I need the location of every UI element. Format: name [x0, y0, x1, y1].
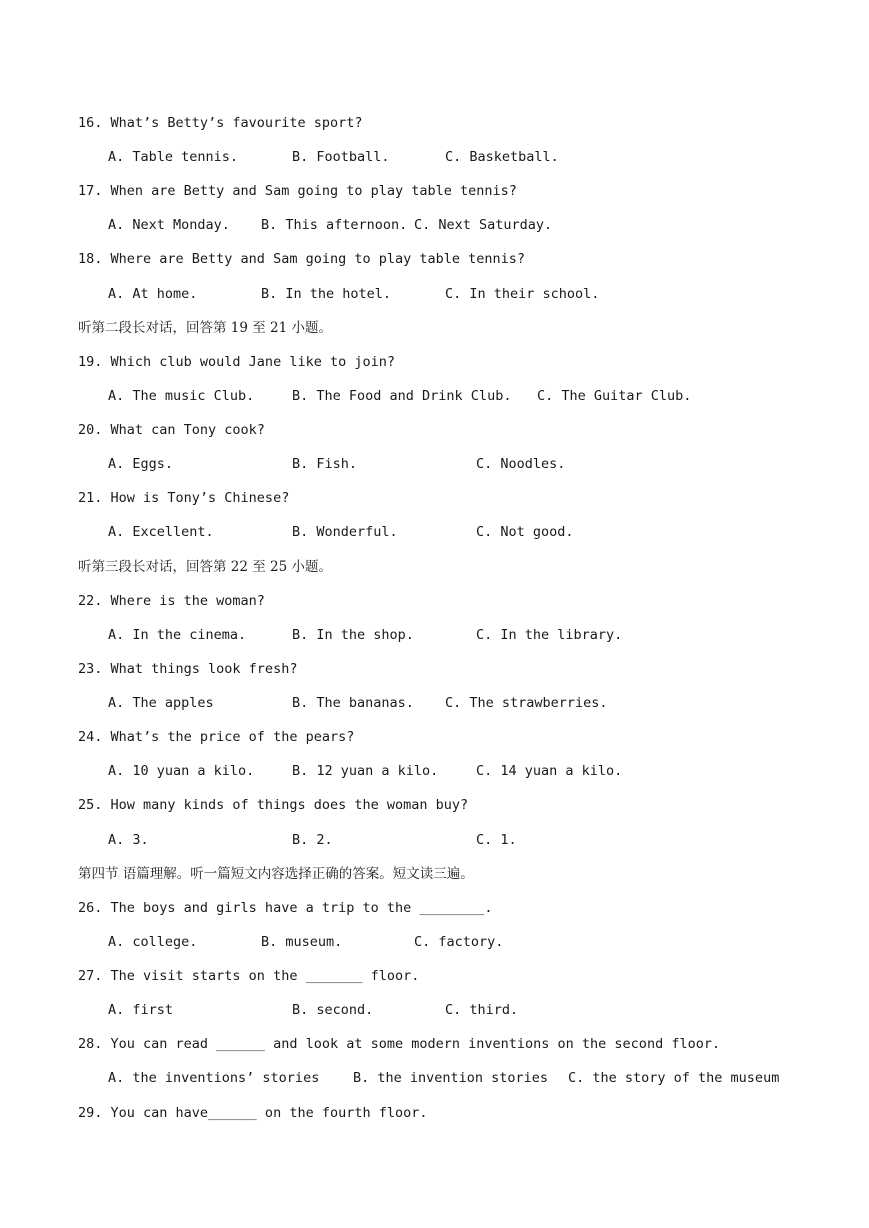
option-c: C. Not good. — [476, 524, 574, 540]
question-23: 23. What things look fresh? — [78, 661, 298, 677]
options-18 — [108, 285, 808, 303]
question-22: 22. Where is the woman? — [78, 593, 265, 609]
option-a: A. 10 yuan a kilo. — [108, 763, 255, 779]
options-25 — [108, 831, 808, 849]
option-a: A. college. — [108, 934, 198, 950]
options-27 — [108, 1001, 808, 1019]
section-heading-4: 第四节 语篇理解。听一篇短文内容选择正确的答案。短文读三遍。 — [78, 866, 474, 882]
question-21: 21. How is Tony’s Chinese? — [78, 490, 290, 506]
option-c: C. Noodles. — [476, 456, 566, 472]
option-b: B. In the shop. — [292, 627, 414, 643]
option-c: C. The strawberries. — [445, 695, 608, 711]
question-19: 19. Which club would Jane like to join? — [78, 354, 395, 370]
options-21 — [108, 523, 808, 541]
option-b: B. This afternoon. — [261, 217, 408, 233]
option-b: B. 2. — [292, 832, 333, 848]
question-17: 17. When are Betty and Sam going to play table tennis? — [78, 183, 517, 199]
section-heading-3: 听第三段长对话，回答第 22 至 25 小题。 — [78, 559, 333, 575]
option-c: C. In their school. — [445, 286, 600, 302]
options-17 — [108, 216, 808, 234]
option-a: A. 3. — [108, 832, 149, 848]
question-28: 28. You can read ______ and look at some modern inventions on the second floor. — [78, 1036, 721, 1052]
option-b: B. Wonderful. — [292, 524, 398, 540]
question-16: 16. What’s Betty’s favourite sport? — [78, 115, 363, 131]
options-23 — [108, 694, 808, 712]
question-25: 25. How many kinds of things does the woman buy? — [78, 797, 469, 813]
option-a: A. At home. — [108, 286, 198, 302]
options-22 — [108, 626, 808, 644]
options-26 — [108, 933, 808, 951]
option-c: C. the story of the museum — [568, 1070, 780, 1086]
option-a: A. The apples — [108, 695, 214, 711]
question-18: 18. Where are Betty and Sam going to play table tennis? — [78, 251, 526, 267]
option-b: B. Fish. — [292, 456, 358, 472]
option-a: A. Table tennis. — [108, 149, 239, 165]
option-c: C. In the library. — [476, 627, 623, 643]
option-c: C. The Guitar Club. — [537, 388, 692, 404]
option-c: C. Basketball. — [445, 149, 559, 165]
option-c: C. 1. — [476, 832, 517, 848]
option-a: A. Excellent. — [108, 524, 214, 540]
options-19 — [108, 387, 808, 405]
option-a: A. Eggs. — [108, 456, 174, 472]
question-26: 26. The boys and girls have a trip to the ________. — [78, 900, 493, 916]
option-a: A. The music Club. — [108, 388, 255, 404]
question-27: 27. The visit starts on the _______ floor. — [78, 968, 420, 984]
option-c: C. 14 yuan a kilo. — [476, 763, 623, 779]
option-b: B. the invention stories — [353, 1070, 549, 1086]
section-heading-2: 听第二段长对话，回答第 19 至 21 小题。 — [78, 320, 333, 336]
option-a: A. In the cinema. — [108, 627, 247, 643]
option-b: B. 12 yuan a kilo. — [292, 763, 439, 779]
option-b: B. The bananas. — [292, 695, 414, 711]
option-b: B. In the hotel. — [261, 286, 392, 302]
options-16 — [108, 148, 808, 166]
options-24 — [108, 762, 808, 780]
options-28 — [108, 1069, 808, 1087]
question-29: 29. You can have______ on the fourth floor. — [78, 1105, 428, 1121]
question-24: 24. What’s the price of the pears? — [78, 729, 355, 745]
option-b: B. Football. — [292, 149, 390, 165]
option-a: A. first — [108, 1002, 174, 1018]
option-c: C. factory. — [414, 934, 504, 950]
option-b: B. The Food and Drink Club. — [292, 388, 512, 404]
option-b: B. museum. — [261, 934, 343, 950]
option-c: C. Next Saturday. — [414, 217, 553, 233]
option-a: A. Next Monday. — [108, 217, 230, 233]
options-20 — [108, 455, 808, 473]
question-20: 20. What can Tony cook? — [78, 422, 265, 438]
option-a: A. the inventions’ stories — [108, 1070, 320, 1086]
option-c: C. third. — [445, 1002, 519, 1018]
option-b: B. second. — [292, 1002, 374, 1018]
